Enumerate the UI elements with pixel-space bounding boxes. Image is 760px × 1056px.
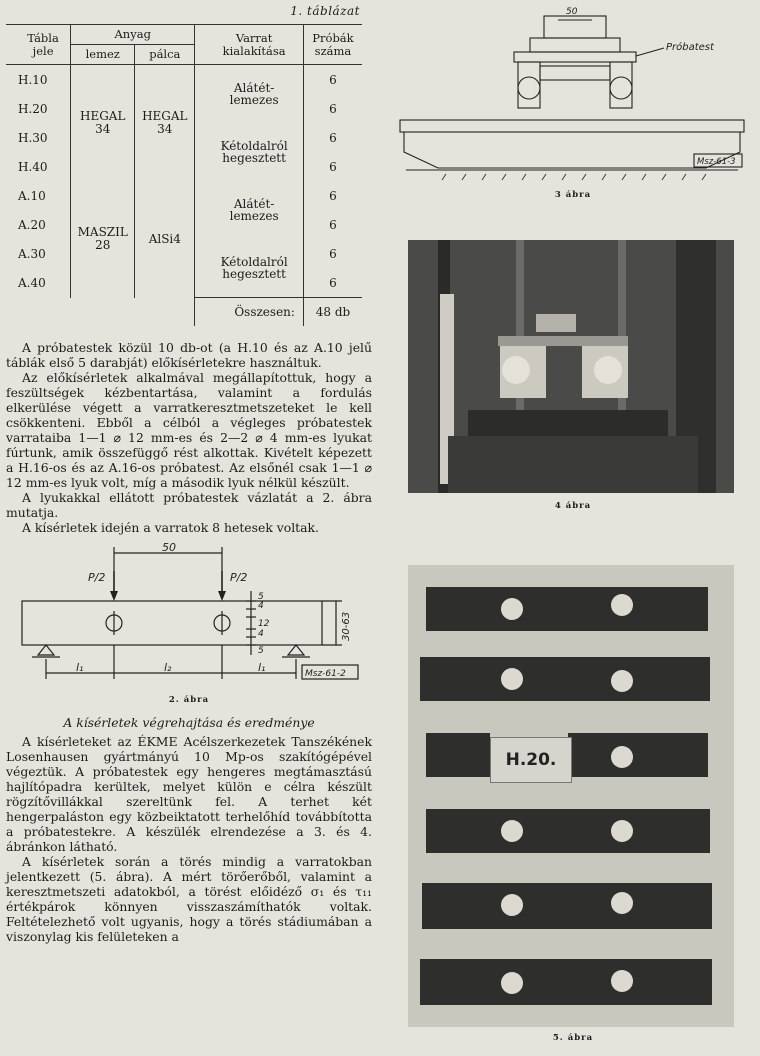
cell-jel: H.40 (18, 159, 48, 174)
header-tabla-line2: jele (32, 43, 54, 58)
fractured-specimens-photo (408, 565, 734, 1027)
beam-outline (22, 601, 322, 645)
header-varrat-line1: Varrat (235, 30, 273, 45)
paragraph-6: A kísérletek során a törés mindig a varratokban jelentkezett (5. ábra). A mért törőerőből, valamint a keresztmetszeti adatokból, a törést előidéző σ₁ és τ₁₁ értékpárok könnyen visszaszámíthatók voltak. Feltételezhető volt ugyanis, hogy a törés stádiumában a viszonylag kis felületeken a (6, 854, 372, 944)
l2-label: l₂ (164, 661, 172, 674)
paragraph-2: Az előkísérletek alkalmával megállapítottuk, hogy a feszültségek kézbentartása, valamint a fordulás elkerülése végett a varratkeresztmetszeteket le kell csökkenteni. Ebből a célból a végleges próbatestek varrataiba 1—1 ⌀ 12 mm-es és 2—2 ⌀ 4 mm-es lyukat fúrtunk, amik összefüggő rést alkottak. Kivételt képezett a H.16-os és az A.16-os próbatest. Az elsőnél csak 1—1 ⌀ 12 mm-es lyuk volt, míg a második lyuk nélkül készült. (6, 370, 372, 490)
h-lemez-name: HEGAL (80, 109, 126, 123)
a-lemez-num: 28 (95, 238, 111, 253)
figure-5-caption: 5. ábra (552, 1033, 594, 1043)
dim-v-1: 5 (258, 592, 264, 602)
table-row (6, 181, 362, 210)
cell-h-palca (135, 65, 195, 182)
dim-50-label: 50 (162, 541, 176, 554)
cell-db: 6 (303, 268, 362, 298)
header-varrat-line2: kialakítása (222, 43, 286, 58)
section-title: A kísérletek végrehajtása és eredménye (63, 715, 315, 730)
a-lemez-name: MASZIL (77, 225, 128, 240)
cell-db: 6 (303, 152, 362, 181)
cell-db: 6 (303, 65, 362, 95)
specimen-label-h20: H.20. (490, 737, 572, 783)
l1-left-label: l₁ (76, 661, 84, 674)
specimen-table (6, 24, 362, 326)
testing-machine-photo (408, 240, 734, 493)
ketoldal-line1: Kétoldalról (220, 139, 288, 153)
cell-alatet-h (195, 65, 304, 124)
arrowhead-left (110, 591, 118, 601)
header-anyag: Anyag (71, 25, 195, 45)
figure-2-drawing (6, 541, 372, 691)
fig2-code: Msz-61-2 (305, 669, 346, 679)
paragraph-4: A kísérletek idején a varratok 8 hetesek voltak. (22, 520, 320, 535)
load-right-label: P/2 (230, 571, 248, 584)
total-value: 48 db (303, 298, 362, 327)
cell-a-palca: AlSi4 (135, 181, 195, 298)
cell-jel: A.30 (18, 246, 46, 261)
ketoldal-line2: hegesztett (222, 267, 286, 281)
cell-db: 6 (303, 210, 362, 239)
header-tabla-line1: Tábla (27, 30, 59, 45)
cell-jel: H.20 (18, 101, 48, 116)
load-left-label: P/2 (88, 571, 106, 584)
figure-4-photo (408, 240, 734, 493)
fig3-code: Msz-61-3 (697, 157, 736, 167)
cell-jel: A.40 (18, 275, 46, 290)
figure-3-caption: 3 ábra (554, 190, 592, 200)
arrowhead-right (218, 591, 226, 601)
alatet-line2: lemezes (229, 209, 279, 223)
table-caption: 1. táblázat (290, 4, 360, 18)
alatet-line2: lemezes (229, 93, 279, 107)
ketoldal-line1: Kétoldalról (220, 255, 288, 269)
figure-2-caption: 2. ábra (168, 695, 210, 705)
header-probak-line1: Próbák (312, 30, 354, 45)
header-tabla-jele (6, 25, 71, 65)
figure-5-photo (408, 565, 734, 1027)
figure-2 (6, 541, 372, 709)
cell-jel: H.30 (18, 130, 48, 145)
h-palca-name: HEGAL (142, 109, 188, 123)
table-row (6, 65, 362, 95)
header-lemez: lemez (71, 45, 135, 65)
ketoldal-line2: hegesztett (222, 151, 286, 165)
figure-3 (386, 0, 760, 205)
height-label: 30-63 (341, 611, 352, 641)
header-varrat (195, 25, 304, 65)
cell-ketoldal-a (195, 239, 304, 298)
header-probak (303, 25, 362, 65)
alatet-line1: Alátét- (233, 197, 275, 211)
header-palca: pálca (135, 45, 195, 65)
figure-4-caption: 4 ábra (554, 501, 592, 511)
left-column (6, 4, 372, 944)
dim-v-4: 4 (258, 629, 264, 639)
dim-v-2: 4 (258, 601, 264, 611)
cell-jel: A.20 (18, 217, 46, 232)
cell-ketoldal-h (195, 123, 304, 181)
figure-3-drawing (386, 0, 760, 185)
dim-v-5: 5 (258, 646, 264, 656)
total-label: Összesen: (195, 298, 304, 327)
header-probak-line2: száma (314, 43, 352, 58)
cell-h-lemez (71, 65, 135, 182)
l1-right-label: l₁ (258, 661, 266, 674)
total-spacer (6, 298, 195, 327)
fig3-dim-50: 50 (566, 7, 578, 17)
cell-db: 6 (303, 94, 362, 123)
cell-jel: A.10 (18, 188, 46, 203)
fig3-probatest-label: Próbatest (666, 42, 714, 53)
cell-alatet-a (195, 181, 304, 239)
dim-v-3: 12 (258, 619, 270, 629)
table-total-row (6, 298, 362, 327)
h-lemez-num: 34 (95, 122, 111, 136)
cell-a-lemez (71, 181, 135, 298)
paragraph-1: A próbatestek közül 10 db-ot (a H.10 és az A.10 jelű táblák első 5 darabját) előkísérletekre használtuk. (6, 340, 372, 370)
paragraph-3: A lyukakkal ellátott próbatestek vázlatát a 2. ábra mutatja. (6, 490, 372, 520)
h-palca-num: 34 (157, 122, 173, 136)
cell-db: 6 (303, 181, 362, 210)
cell-db: 6 (303, 123, 362, 152)
paragraph-5: A kísérleteket az ÉKME Acélszerkezetek Tanszékének Losenhausen gyártmányú 10 Mp-os szakítógépével végeztük. A próbatestek egy hengeres megtámasztású hajlítópadra kerültek, melyet külön e célra készült rögzítővillákkal szereltünk fel. A terhet két hengerpaláston egy közbeiktatott terhelőhíd továbbította a próbatestekre. A készülék elrendezése a 3. és 4. ábránkon látható. (6, 734, 372, 854)
alatet-line1: Alátét- (233, 81, 275, 95)
cell-db: 6 (303, 239, 362, 268)
cell-jel: H.10 (18, 72, 48, 87)
